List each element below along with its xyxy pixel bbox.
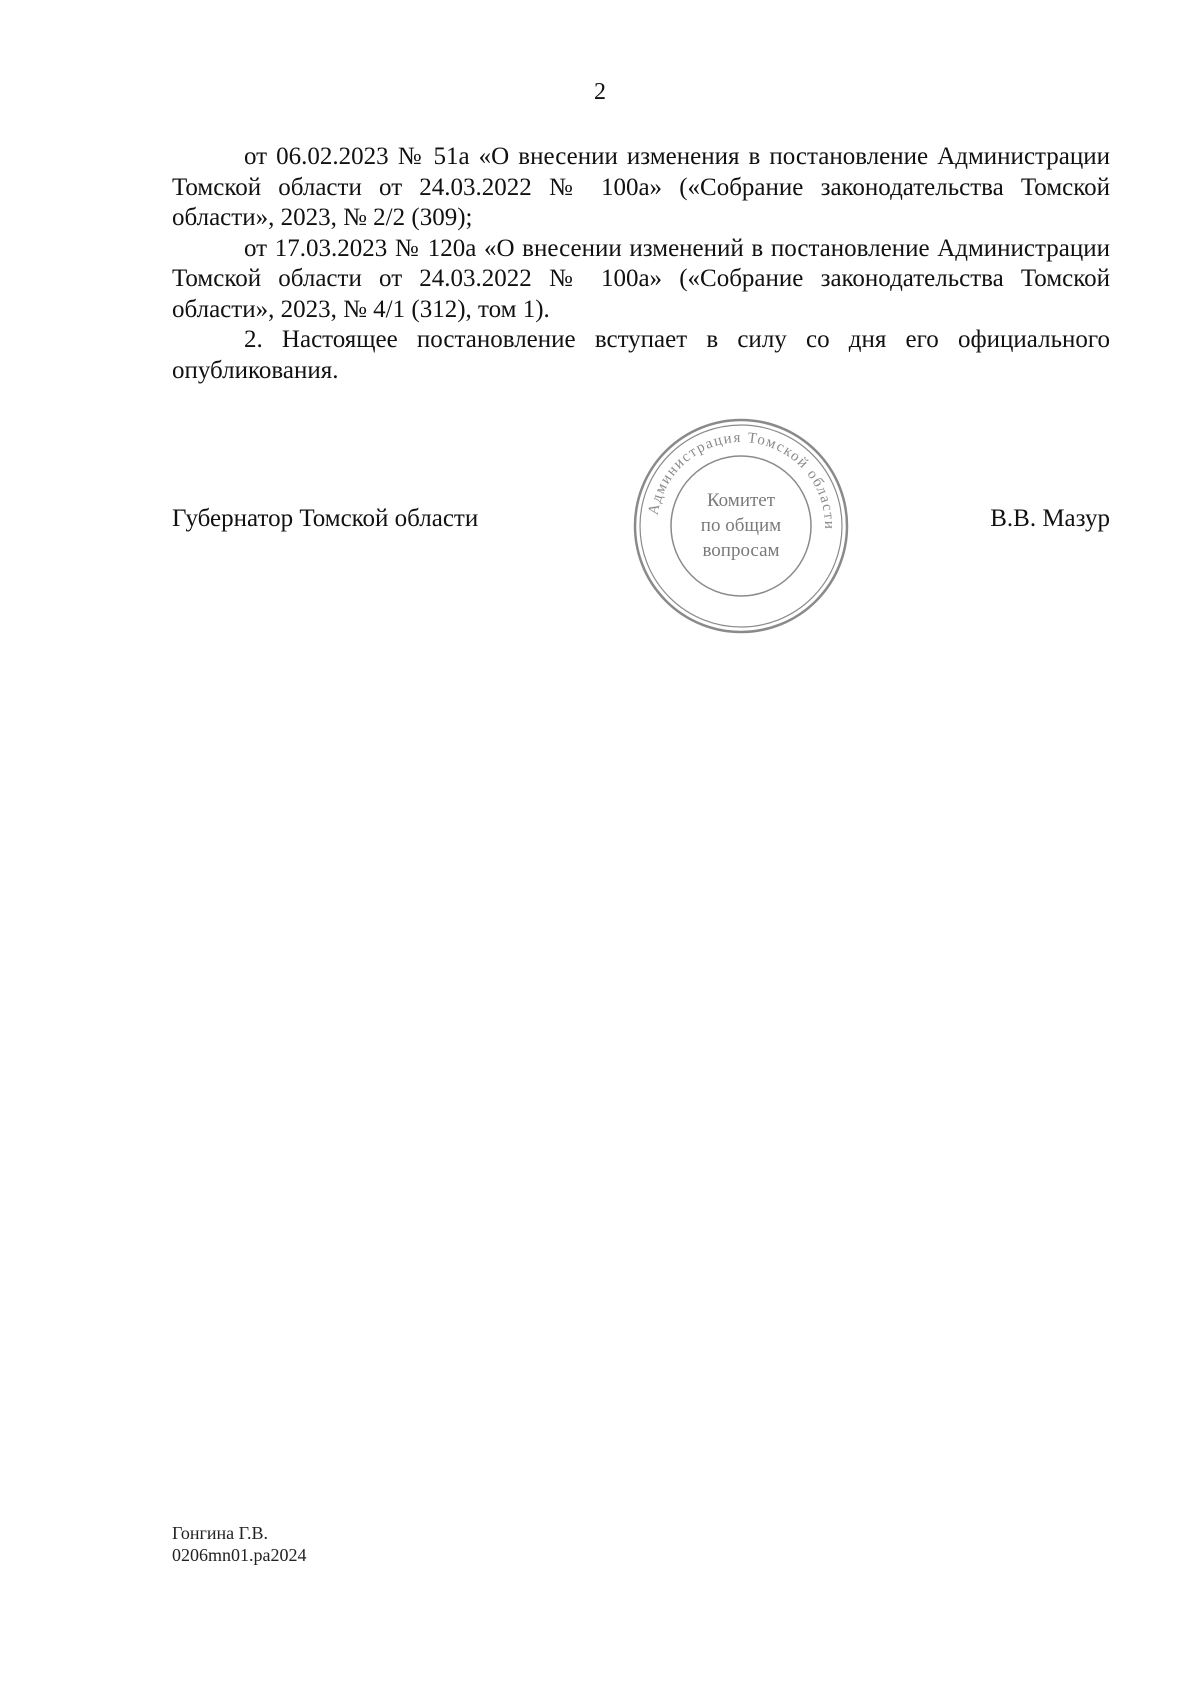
footer-author: Гонгина Г.В.: [172, 1523, 268, 1543]
stamp-ring-text: Администрация Томской области: [645, 429, 838, 531]
page-number: 2: [594, 79, 606, 105]
signatory-name: В.В. Мазур: [990, 505, 1110, 532]
footer-file-code: 0206mn01.ра2024: [172, 1545, 307, 1565]
stamp-center-line-2: по общим: [700, 515, 782, 536]
paragraph-amendment-120a: от 17.03.2023 № 120а «О внесении изменений в постановление Администрации Томской области от 24.03.2022 № 100а» («Собрание законодательства Томской области», 2023, № 4/1 (312), том 1).: [172, 234, 1110, 323]
paragraph-entry-into-force: 2. Настоящее постановление вступает в силу со дня его официального опубликования.: [172, 326, 1110, 384]
signatory-title: Губернатор Томской области: [172, 505, 479, 532]
stamp-center-line-1: Комитет: [706, 490, 776, 511]
document-body: [172, 142, 1110, 386]
paragraph-amendment-51a: от 06.02.2023 № 51а «О внесении изменения в постановление Администрации Томской области от 24.03.2022 № 100а» («Собрание законодательства Томской области», 2023, № 2/2 (309);: [172, 143, 1110, 231]
stamp-center-line-3: вопросам: [702, 540, 780, 561]
document-footer: [172, 1522, 307, 1566]
official-seal-stamp: [630, 415, 852, 637]
